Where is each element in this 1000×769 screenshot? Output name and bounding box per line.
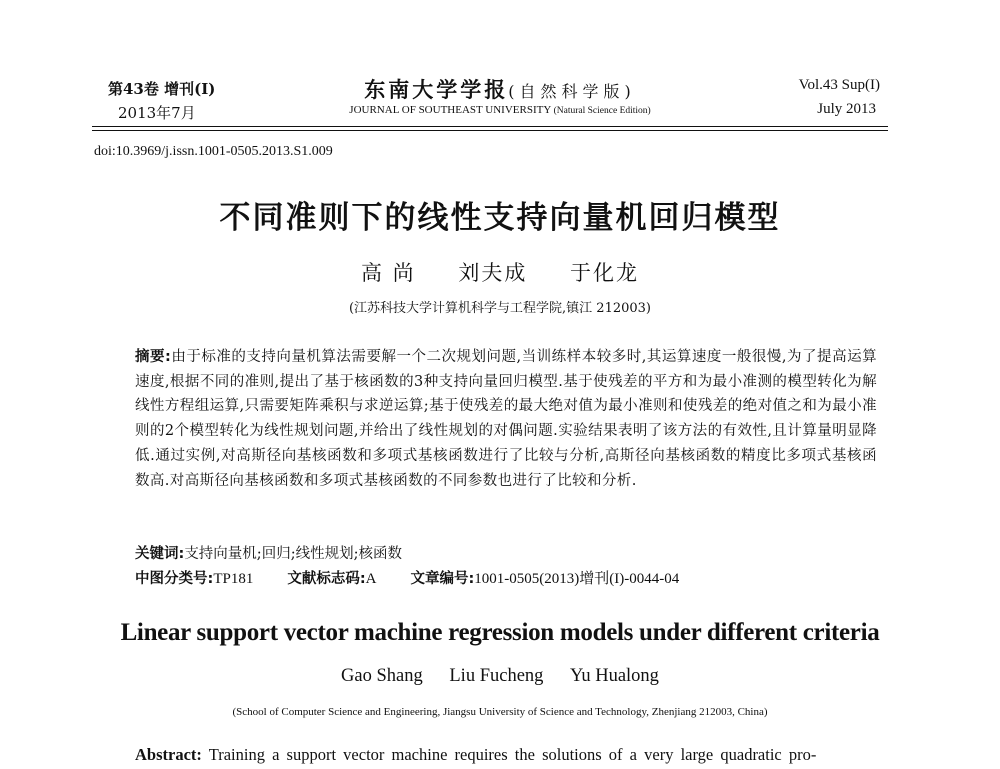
journal-name-cn-sub: (自然科学版) [508, 82, 636, 101]
doc-code-value: A [365, 571, 377, 587]
clc-label: 中图分类号: [135, 571, 214, 587]
article-no-label: 文章编号: [410, 571, 475, 587]
clc-value: TP181 [213, 571, 254, 587]
journal-name-cn-main: 东南大学学报 [364, 77, 509, 102]
abstract-en [135, 745, 816, 765]
journal-name-en-sub: (Natural Science Edition) [553, 106, 651, 116]
authors-en [0, 666, 1000, 687]
author-cn: 高 尚 [360, 261, 416, 285]
doi: doi:10.3969/j.issn.1001-0505.2013.S1.009 [94, 144, 333, 159]
doc-code-label: 文献标志码: [287, 571, 366, 587]
header-rule-thick [92, 126, 888, 127]
author-cn: 刘夫成 [458, 261, 528, 285]
publication-date-cn: 2013年7月 [118, 104, 196, 122]
author-en: Liu Fucheng [449, 666, 544, 686]
volume-issue: 第43卷 增刊(I) [108, 80, 216, 98]
article-no-value: 1001-0505(2013)增刊(I)-0044-04 [474, 571, 680, 587]
paper-title-cn: 不同准则下的线性支持向量机回归模型 [219, 200, 781, 236]
author-cn: 于化龙 [570, 261, 640, 285]
volume-issue-en: Vol.43 Sup(I) [798, 77, 880, 93]
keywords-cn-label: 关键词: [135, 546, 185, 562]
abstract-cn-label: 摘要: [135, 349, 172, 365]
affiliation-en: (School of Computer Science and Engineering, Jiangsu University of Science and Technology, Zhenjiang 212003, China) [232, 706, 768, 718]
author-en: Yu Hualong [570, 666, 659, 686]
author-en: Gao Shang [341, 666, 423, 686]
abstract-cn-text: 由于标准的支持向量机算法需要解一个二次规划问题,当训练样本较多时,其运算速度一般很慢,为了提高运算速度,根据不同的准则,提出了基于核函数的3种支持向量回归模型.基于使残差的平方和为最小准测的模型转化为解线性方程组运算,只需要矩阵乘积与求逆运算;基于使残差的最大绝对值为最小准则和使残差的绝对值之和为最小准则的2个模型转化为线性规划问题,并给出了线性规划的对偶问题.实验结果表明了该方法的有效性,且计算量明显降低.通过实例,对高斯径向基核函数和多项式基核函数进行了比较与分析,高斯径向基核函数的精度比多项式基核函数高.对高斯径向基核函数和多项式基核函数的不同参数也进行了比较和分析. [135, 349, 877, 489]
classification-line [135, 567, 679, 588]
abstract-cn [135, 345, 877, 493]
abstract-en-text: Training a support vector machine requires the solutions of a very large quadratic pro- [208, 745, 817, 764]
affiliation-cn: (江苏科技大学计算机科学与工程学院,镇江 212003) [348, 301, 652, 316]
paper-title-en: Linear support vector machine regression models under different criteria [120, 619, 880, 646]
header-rule-thin [92, 130, 888, 131]
journal-name-en-main: JOURNAL OF SOUTHEAST UNIVERSITY [349, 104, 551, 116]
authors-cn [0, 257, 1000, 287]
publication-date-en: July 2013 [817, 101, 876, 117]
keywords-cn [135, 542, 402, 563]
abstract-en-label: Abstract: [135, 745, 202, 764]
keywords-cn-text: 支持向量机;回归;线性规划;核函数 [184, 546, 402, 562]
